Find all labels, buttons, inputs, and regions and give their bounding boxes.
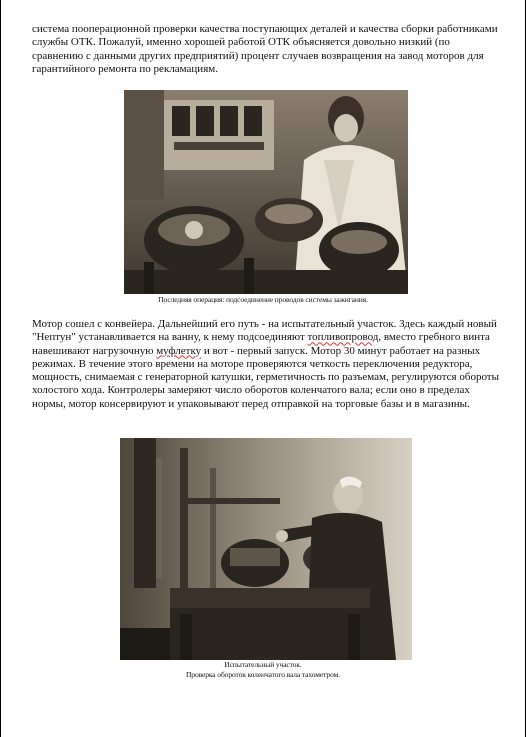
caption-assembly: Последняя операция: подсоединение проводов системы зажигания. [158,295,368,304]
paragraph-testing [32,318,500,411]
page-left-border [0,0,1,737]
caption-testing-line2: Проверка оборотов коленчатого вала тахометром. [185,670,340,679]
photo-test-station-image [120,438,412,660]
photo-assembly-worker [124,90,408,294]
spellcheck-word-load-coupling: муфлетку [156,344,202,357]
paragraph-testing-part1: Мотор сошел с конвейера. Дальнейший его путь - на испытательный участок. Здесь каждый новый "Нептун" устанавливается на ванну, к нему подсоединяют [32,318,497,344]
caption-testing-line1: Испытательный участок. [224,660,302,669]
paragraph-intro: система пооперационной проверки качества поступающих деталей и качества сборки работниками службы ОТК. Пожалуй, именно хорошей работой ОТК объясняется довольно низкий (по сравнению с данными других предприятий) процент случаев возвращения на завод моторов для гарантийного ремонта по рекламациям. [32,23,498,75]
paragraph-testing-part3: и вот - первый запуск. Мотор 30 минут работает на разных режимах. В течение этого времени на моторе проверяются четкость переключения редуктора, мощность, снимаемая с генераторной катушки, герметичность по разъемам, регулируются обороты холостого хода. Контролеры замеряют число оборотов коленчатого вала; если оно в пределах нормы, мотор консервируют и упаковывают перед отправкой на торговые базы и в магазины. [32,344,499,410]
photo-test-station [120,438,412,660]
spellcheck-word-fuel-line: топливопровод [307,331,379,344]
paragraph-testing-part2: , вместо гребного винта навешивают нагрузочную [32,331,490,357]
photo-assembly-worker-image [124,90,408,294]
